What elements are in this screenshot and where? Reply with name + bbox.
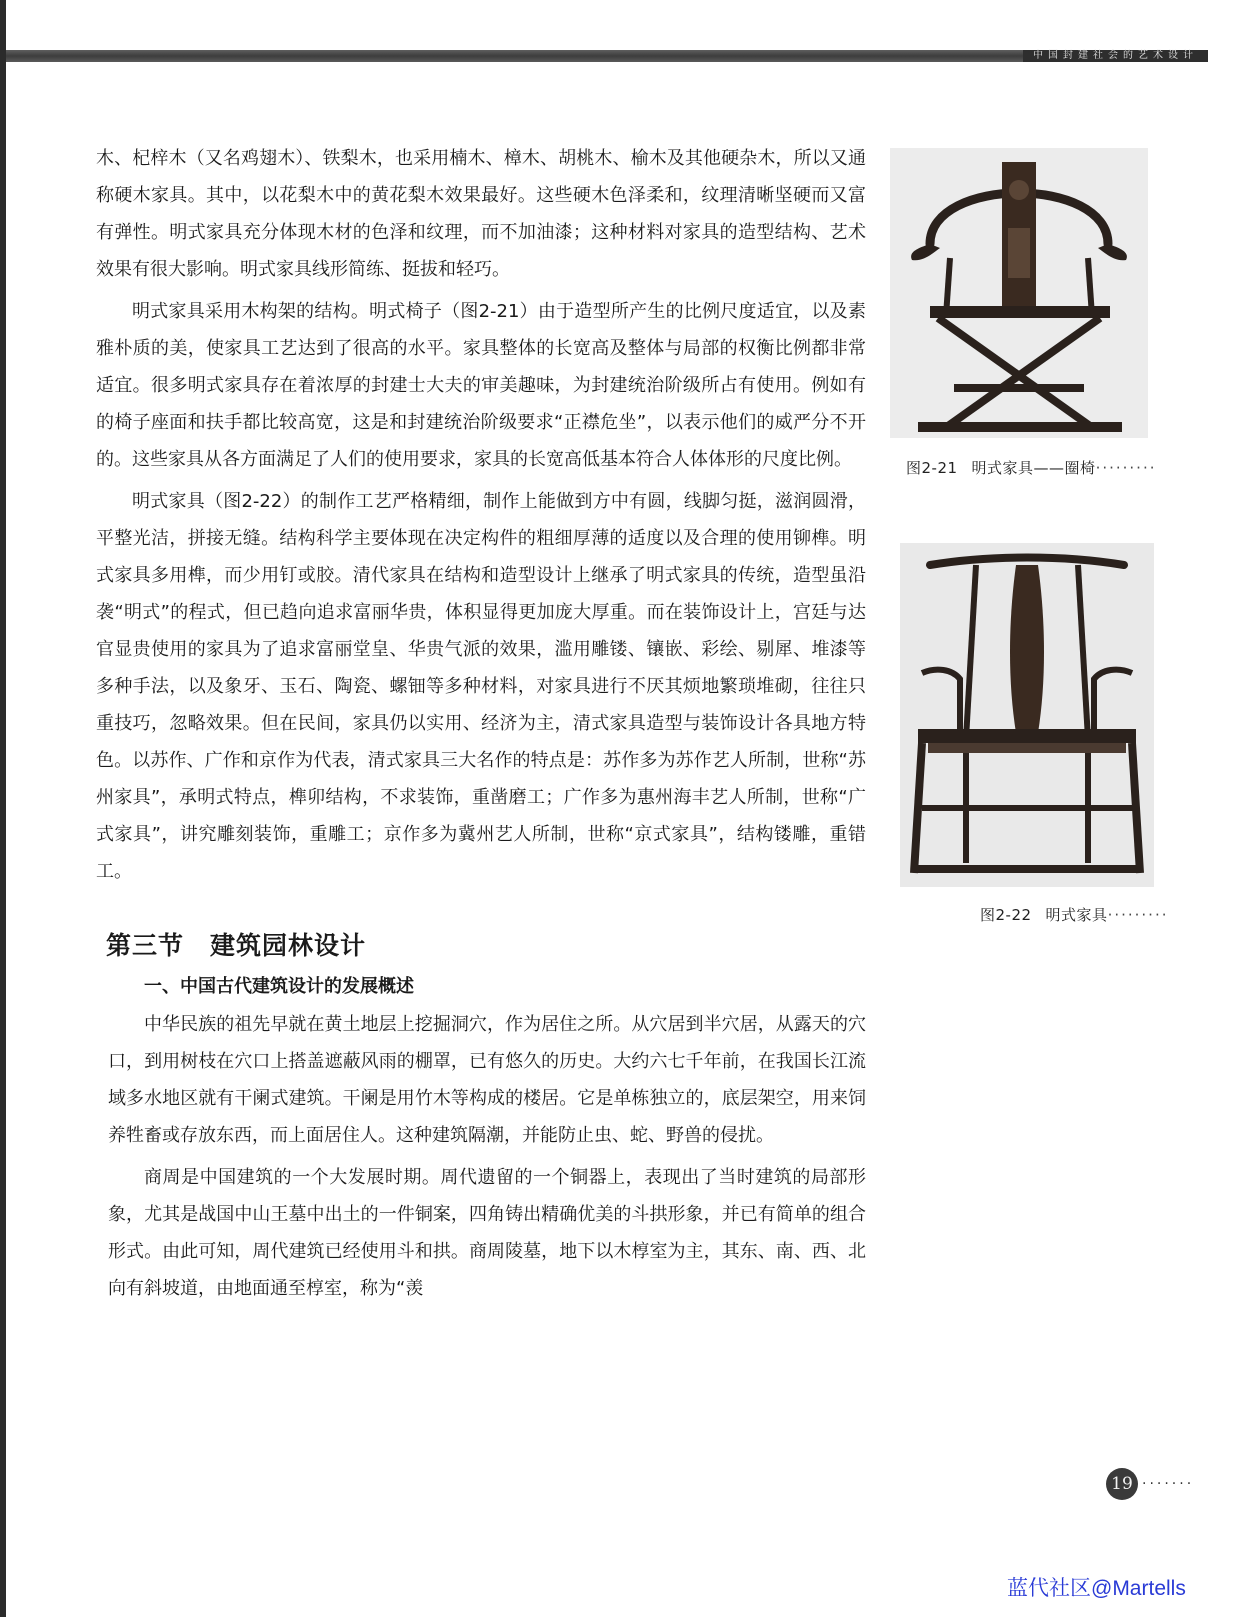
header-bar	[6, 50, 1208, 62]
watermark-text: 蓝代社区@Martells	[1007, 1577, 1186, 1600]
yoke-chair-image	[900, 543, 1154, 887]
body-paragraph: 明式家具（图2-22）的制作工艺严格精细，制作上能做到方中有圆，线脚匀挺，滋润圆滑，平整光洁，拼接无缝。结构科学主要体现在决定构件的粗细厚薄的适度以及合理的使用铆榫。明式家具多用榫，而少用钉或胶。清代家具在结构和造型设计上继承了明式家具的传统，造型虽沿袭“明式”的程式，但已趋向追求富丽华贵，体积显得更加庞大厚重。而在装饰设计上，宫廷与达官显贵使用的家具为了追求富丽堂皇、华贵气派的效果，滥用雕镂、镶嵌、彩绘、剔犀、堆漆等多种手法，以及象牙、玉石、陶瓷、螺钿等多种材料，对家具进行不厌其烦地繁琐堆砌，往往只重技巧，忽略效果。但在民间，家具仍以实用、经济为主，清式家具造型与装饰设计各具地方特色。以苏作、广作和京作为代表，清式家具三大名作的特点是：苏作多为苏作艺人所制，世称“苏州家具”，承明式特点，榫卯结构，不求装饰，重凿磨工；广作多为惠州海丰艺人所制，世称“广式家具”，讲究雕刻装饰，重雕工；京作多为冀州艺人所制，世称“京式家具”，结构镂雕，重错工。	[96, 491, 866, 882]
figure-caption	[906, 457, 1156, 478]
caption-leader-dots: ·········	[1107, 906, 1169, 924]
subsection-heading: 一、中国古代建筑设计的发展概述	[144, 976, 414, 997]
main-text-column	[96, 140, 866, 1312]
body-paragraph: 商周是中国建筑的一个大发展时期。周代遗留的一个铜器上，表现出了当时建筑的局部形象，尤其是战国中山王墓中出土的一件铜案，四角铸出精确优美的斗拱形象，并已有简单的组合形式。由此可知，周代建筑已经使用斗和拱。商周陵墓，地下以木椁室为主，其东、南、西、北向有斜坡道，由地面通至椁室，称为“羡	[108, 1167, 866, 1299]
figure-yoke-chair-photo	[900, 543, 1154, 887]
running-title: 中国封建社会的艺术设计	[1023, 50, 1208, 62]
body-paragraph: 中华民族的祖先早就在黄土地层上挖掘洞穴，作为居住之所。从穴居到半穴居，从露天的穴口，到用树枝在穴口上搭盖遮蔽风雨的棚罩，已有悠久的历史。大约六七千年前，在我国长江流域多水地区就有干阑式建筑。干阑是用竹木等构成的楼居。它是单栋独立的，底层架空，用来饲养牲畜或存放东西，而上面居住人。这种建筑隔潮，并能防止虫、蛇、野兽的侵扰。	[108, 1014, 866, 1146]
page-number-block	[1106, 1468, 1194, 1500]
page-spine	[0, 0, 6, 1617]
page-number: 19	[1106, 1468, 1138, 1500]
body-paragraph: 明式家具采用木构架的结构。明式椅子（图2-21）由于造型所产生的比例尺度适宜，以及素雅朴质的美，使家具工艺达到了很高的水平。家具整体的长宽高及整体与局部的权衡比例都非常适宜。很多明式家具存在着浓厚的封建士大夫的审美趣味，为封建统治阶级所占有使用。例如有的椅子座面和扶手都比较高宽，这是和封建统治阶级要求“正襟危坐”，以表示他们的威严分不开的。这些家具从各方面满足了人们的使用要求，家具的长宽高低基本符合人体体形的尺度比例。	[96, 301, 866, 470]
figure-caption-text: 明式家具——圈椅	[971, 459, 1096, 477]
page-number-dots: ·······	[1142, 1476, 1195, 1492]
figure-number: 图2-21	[906, 459, 958, 477]
caption-leader-dots: ·········	[1095, 459, 1157, 477]
figure-armchair-photo	[890, 148, 1148, 438]
body-paragraph: 木、杞梓木（又名鸡翅木）、铁梨木，也采用楠木、樟木、胡桃木、榆木及其他硬杂木，所以又通称硬木家具。其中，以花梨木中的黄花梨木效果最好。这些硬木色泽柔和，纹理清晰坚硬而又富有弹性。明式家具充分体现木材的色泽和纹理，而不加油漆；这种材料对家具的造型结构、艺术效果有很大影响。明式家具线形简练、挺拔和轻巧。	[96, 148, 866, 280]
figure-number: 图2-22	[980, 906, 1032, 924]
folding-chair-image	[890, 148, 1148, 438]
figure-caption-text: 明式家具	[1045, 906, 1108, 924]
section-heading: 第三节 建筑园林设计	[106, 931, 367, 960]
figure-caption	[980, 904, 1168, 925]
section-architecture	[96, 926, 866, 1307]
